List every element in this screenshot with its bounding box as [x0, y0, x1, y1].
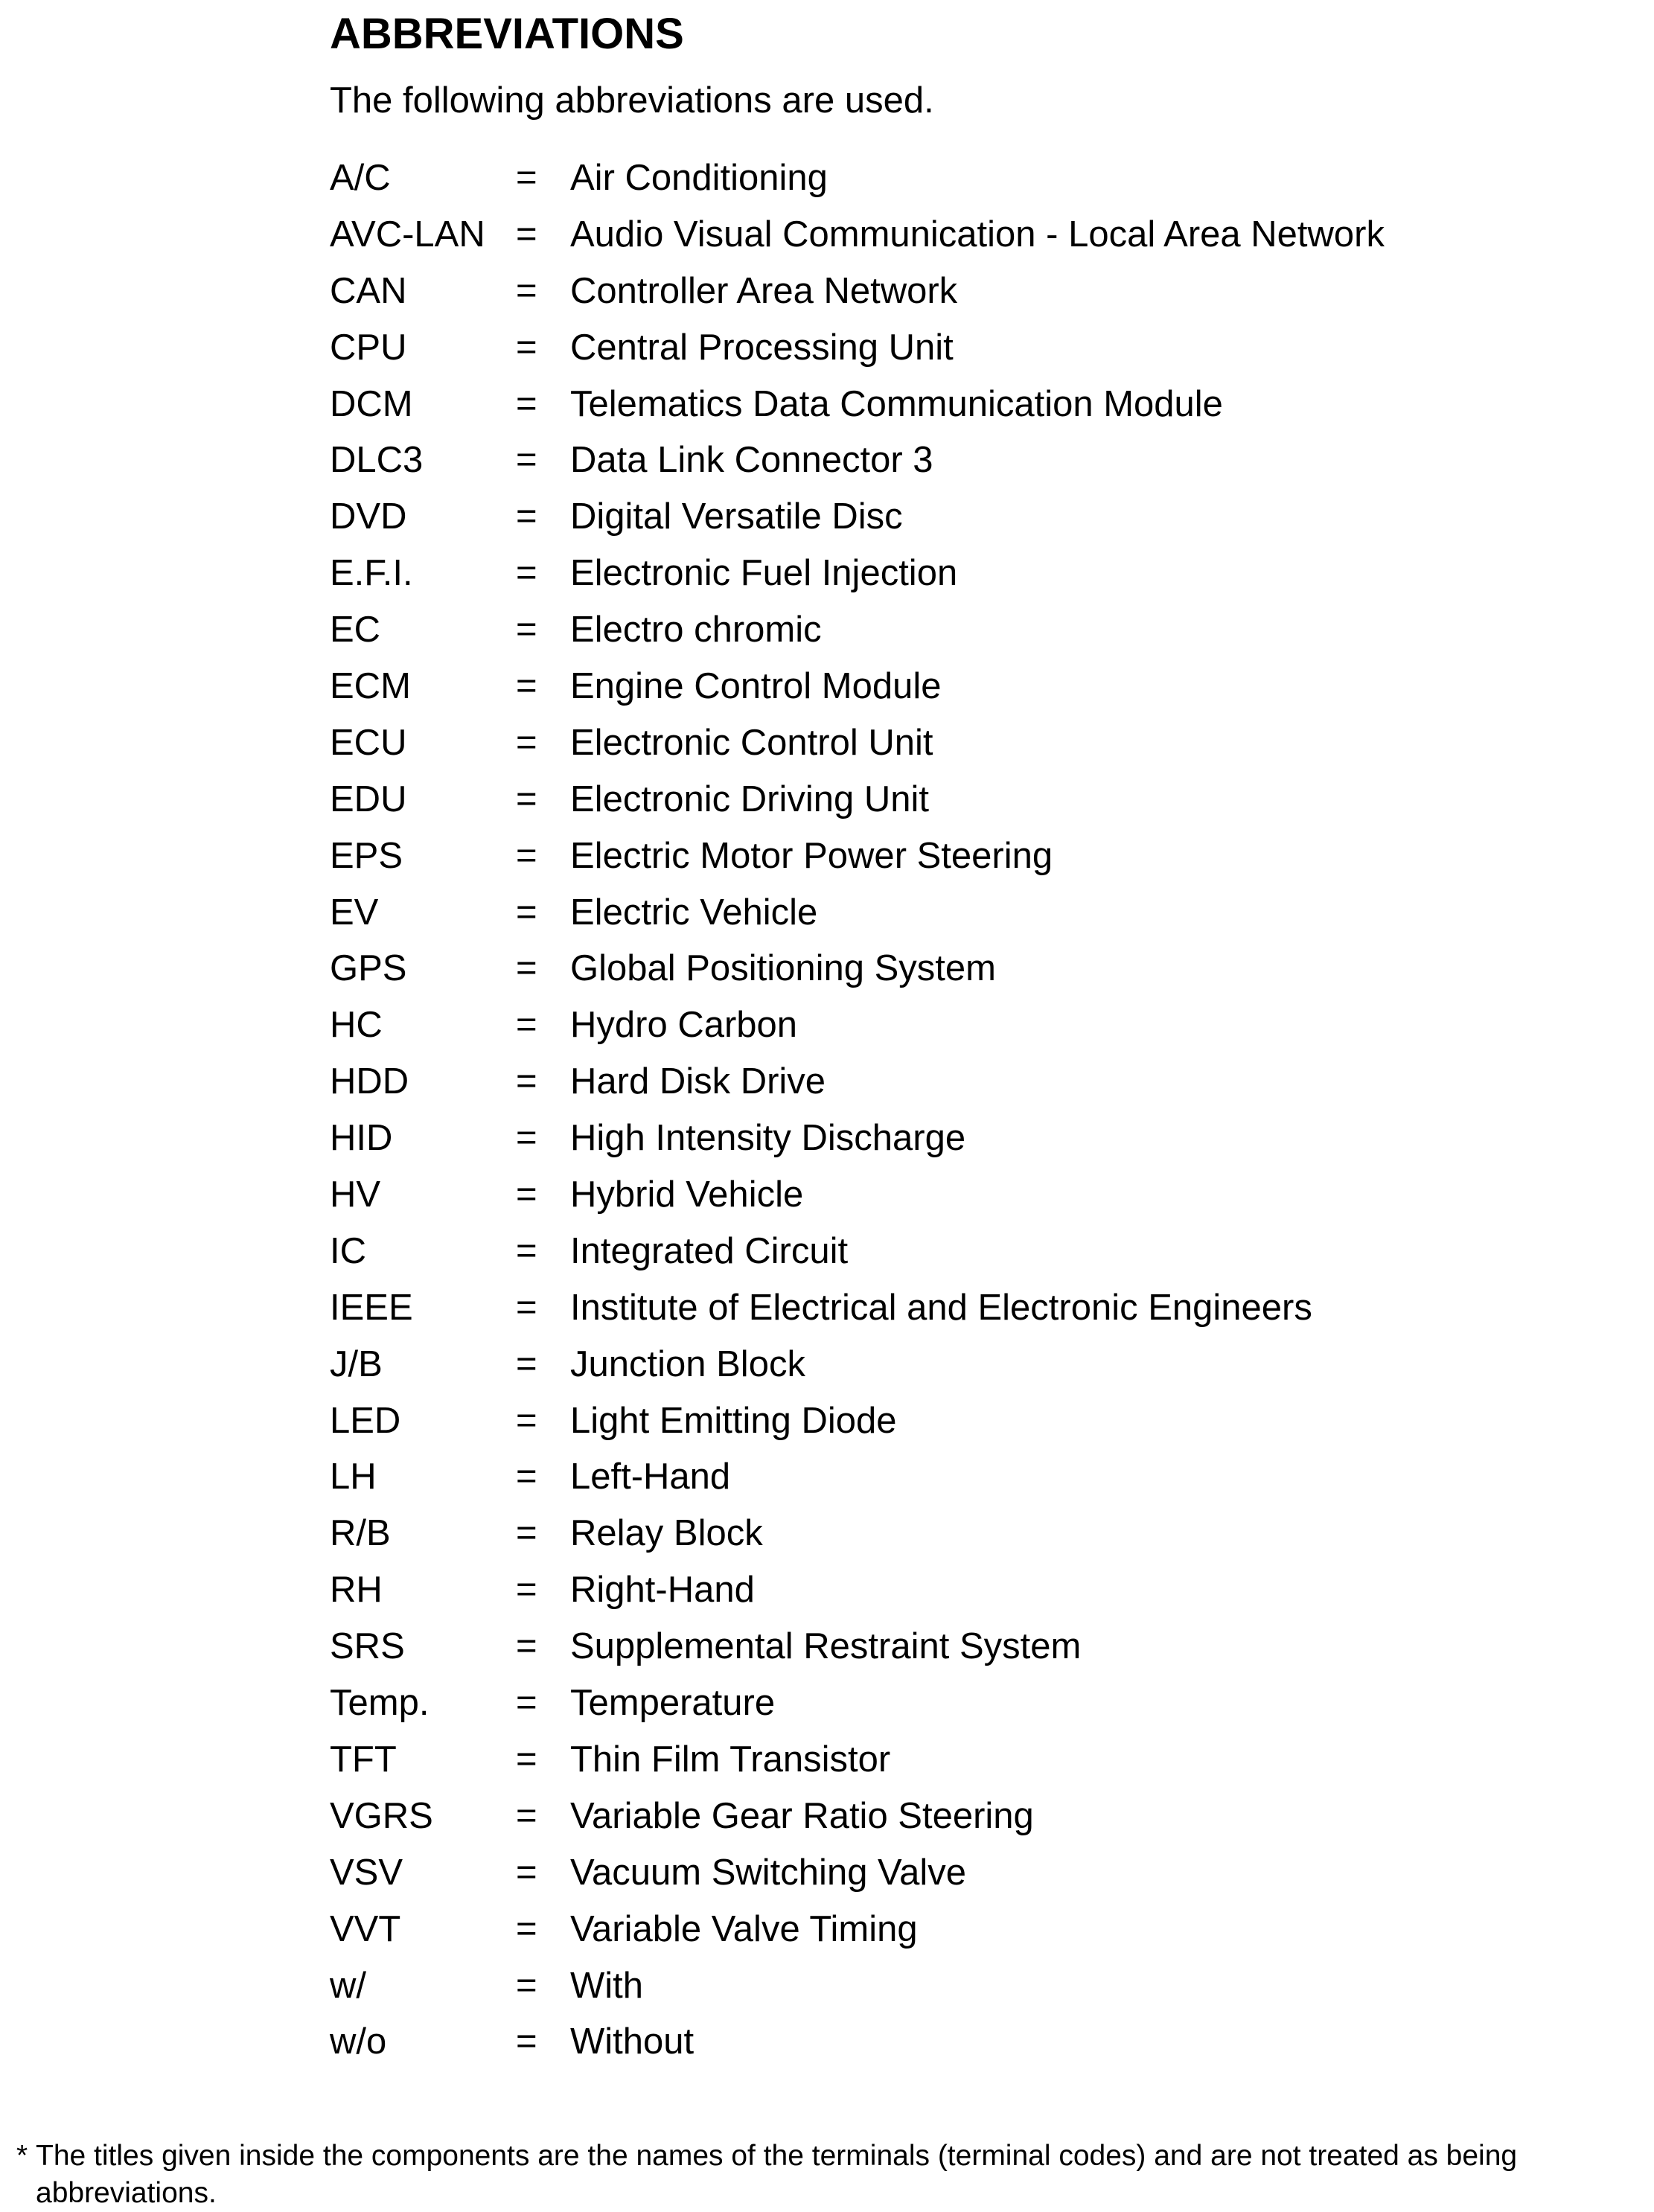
abbreviation-row [330, 150, 1595, 207]
abbreviation-definition: Thin Film Transistor [570, 1739, 891, 1780]
abbreviation-term: w/o [330, 2021, 387, 2062]
abbreviation-row [330, 1337, 1595, 1393]
footnote [16, 2138, 1647, 2212]
abbreviation-term: HID [330, 1118, 393, 1159]
abbreviation-term: ECM [330, 666, 411, 707]
abbreviation-row [330, 207, 1595, 263]
abbreviation-row [330, 1902, 1595, 1958]
equals-sign: = [516, 722, 537, 763]
equals-sign: = [516, 1626, 537, 1667]
abbreviation-row [330, 885, 1595, 942]
abbreviation-term: SRS [330, 1626, 405, 1667]
abbreviation-definition: Variable Gear Ratio Steering [570, 1795, 1034, 1836]
equals-sign: = [516, 1513, 537, 1554]
abbreviation-row [330, 941, 1595, 997]
abbreviation-definition: Digital Versatile Disc [570, 496, 903, 537]
abbreviation-definition: Right-Hand [570, 1570, 755, 1611]
abbreviation-definition: Electric Motor Power Steering [570, 835, 1053, 876]
abbreviation-definition: Hard Disk Drive [570, 1061, 826, 1102]
equals-sign: = [516, 1343, 537, 1384]
abbreviation-definition: Telematics Data Communication Module [570, 383, 1223, 424]
equals-sign: = [516, 1965, 537, 2006]
abbreviation-term: E.F.I. [330, 553, 413, 594]
abbreviation-term: HC [330, 1005, 383, 1046]
abbreviation-term: HDD [330, 1061, 409, 1102]
abbreviation-definition: Data Link Connector 3 [570, 440, 933, 481]
abbreviation-term: VSV [330, 1852, 403, 1893]
abbreviation-row [330, 263, 1595, 320]
abbreviation-term: R/B [330, 1513, 391, 1554]
abbreviation-term: J/B [330, 1343, 383, 1384]
abbreviation-term: EC [330, 610, 381, 651]
page-title: ABBREVIATIONS [330, 10, 684, 58]
abbreviation-definition: Central Processing Unit [570, 327, 954, 368]
equals-sign: = [516, 1739, 537, 1780]
abbreviation-definition: Electronic Control Unit [570, 722, 933, 763]
equals-sign: = [516, 440, 537, 481]
abbreviation-definition: Hybrid Vehicle [570, 1174, 804, 1215]
abbreviation-term: Temp. [330, 1683, 430, 1724]
abbreviation-row [330, 432, 1595, 489]
abbreviation-term: VVT [330, 1908, 401, 1949]
equals-sign: = [516, 1683, 537, 1724]
abbreviation-row [330, 546, 1595, 602]
abbreviation-row [330, 828, 1595, 885]
abbreviation-row [330, 1280, 1595, 1337]
equals-sign: = [516, 2021, 537, 2062]
abbreviation-definition: Vacuum Switching Valve [570, 1852, 966, 1893]
abbreviation-term: A/C [330, 158, 391, 198]
abbreviation-definition: Variable Valve Timing [570, 1908, 918, 1949]
abbreviation-definition: Controller Area Network [570, 270, 958, 311]
abbreviation-definition: High Intensity Discharge [570, 1118, 966, 1159]
abbreviation-definition: Junction Block [570, 1343, 805, 1384]
abbreviation-definition: Air Conditioning [570, 158, 828, 198]
equals-sign: = [516, 383, 537, 424]
abbreviation-definition: Engine Control Module [570, 666, 942, 707]
abbreviation-term: RH [330, 1570, 383, 1611]
abbreviation-row [330, 772, 1595, 828]
abbreviation-term: IC [330, 1230, 366, 1271]
abbreviation-term: VGRS [330, 1795, 433, 1836]
equals-sign: = [516, 1230, 537, 1271]
abbreviation-term: ECU [330, 722, 407, 763]
footnote-text: The titles given inside the components are the names of the terminals (terminal codes) and are not treated as being abbreviations. [36, 2140, 1518, 2209]
equals-sign: = [516, 214, 537, 255]
abbreviation-term: LH [330, 1457, 377, 1497]
abbreviation-row [330, 602, 1595, 659]
abbreviation-row [330, 489, 1595, 546]
abbreviation-term: LED [330, 1400, 401, 1441]
abbreviation-definition: Relay Block [570, 1513, 763, 1554]
equals-sign: = [516, 1005, 537, 1046]
abbreviation-term: w/ [330, 1965, 366, 2006]
equals-sign: = [516, 779, 537, 819]
equals-sign: = [516, 496, 537, 537]
equals-sign: = [516, 1118, 537, 1159]
equals-sign: = [516, 610, 537, 651]
abbreviation-definition: Integrated Circuit [570, 1230, 849, 1271]
abbreviation-definition: Institute of Electrical and Electronic Engineers [570, 1287, 1312, 1328]
abbreviation-row [330, 1562, 1595, 1619]
abbreviation-definition: Supplemental Restraint System [570, 1626, 1082, 1667]
intro-text: The following abbreviations are used. [330, 80, 934, 121]
abbreviation-row [330, 1054, 1595, 1110]
equals-sign: = [516, 1287, 537, 1328]
abbreviation-row [330, 1110, 1595, 1167]
abbreviation-term: TFT [330, 1739, 397, 1780]
abbreviation-definition: Electronic Driving Unit [570, 779, 929, 819]
abbreviation-row [330, 1789, 1595, 1845]
abbreviation-row [330, 2014, 1595, 2071]
equals-sign: = [516, 1795, 537, 1836]
abbreviation-definition: Without [570, 2021, 695, 2062]
abbreviation-row [330, 1393, 1595, 1450]
abbreviation-row [330, 320, 1595, 377]
equals-sign: = [516, 666, 537, 707]
abbreviation-row [330, 1958, 1595, 2015]
abbreviation-row [330, 1732, 1595, 1789]
equals-sign: = [516, 1061, 537, 1102]
abbreviation-term: EDU [330, 779, 407, 819]
abbreviation-term: GPS [330, 948, 407, 989]
abbreviation-definition: Hydro Carbon [570, 1005, 798, 1046]
equals-sign: = [516, 270, 537, 311]
abbreviation-definition: Temperature [570, 1683, 776, 1724]
abbreviation-row [330, 1449, 1595, 1506]
equals-sign: = [516, 1457, 537, 1497]
abbreviation-term: DCM [330, 383, 413, 424]
abbreviation-list [330, 150, 1595, 2071]
equals-sign: = [516, 1852, 537, 1893]
abbreviation-row [330, 997, 1595, 1054]
abbreviation-term: CPU [330, 327, 407, 368]
abbreviation-term: DLC3 [330, 440, 424, 481]
abbreviation-row [330, 1506, 1595, 1562]
abbreviation-term: IEEE [330, 1287, 413, 1328]
equals-sign: = [516, 835, 537, 876]
abbreviation-definition: Electro chromic [570, 610, 822, 651]
equals-sign: = [516, 1400, 537, 1441]
abbreviation-row [330, 659, 1595, 715]
abbreviation-definition: Audio Visual Communication - Local Area Network [570, 214, 1385, 255]
abbreviation-row [330, 1167, 1595, 1224]
abbreviation-definition: With [570, 1965, 643, 2006]
equals-sign: = [516, 158, 537, 198]
abbreviation-row [330, 1675, 1595, 1732]
abbreviation-row [330, 377, 1595, 433]
equals-sign: = [516, 892, 537, 933]
equals-sign: = [516, 327, 537, 368]
abbreviation-term: EV [330, 892, 379, 933]
abbreviation-definition: Electric Vehicle [570, 892, 818, 933]
equals-sign: = [516, 1174, 537, 1215]
abbreviation-definition: Light Emitting Diode [570, 1400, 897, 1441]
equals-sign: = [516, 1570, 537, 1611]
footnote-asterisk: * [16, 2140, 28, 2172]
equals-sign: = [516, 1908, 537, 1949]
equals-sign: = [516, 553, 537, 594]
abbreviation-term: DVD [330, 496, 407, 537]
equals-sign: = [516, 948, 537, 989]
abbreviation-row [330, 1619, 1595, 1675]
abbreviation-term: CAN [330, 270, 407, 311]
abbreviation-term: AVC-LAN [330, 214, 485, 255]
abbreviation-definition: Electronic Fuel Injection [570, 553, 958, 594]
abbreviation-definition: Global Positioning System [570, 948, 996, 989]
abbreviation-term: HV [330, 1174, 381, 1215]
abbreviation-definition: Left-Hand [570, 1457, 731, 1497]
abbreviation-term: EPS [330, 835, 403, 876]
abbreviation-row [330, 1845, 1595, 1902]
abbreviation-row [330, 715, 1595, 772]
abbreviation-row [330, 1224, 1595, 1280]
